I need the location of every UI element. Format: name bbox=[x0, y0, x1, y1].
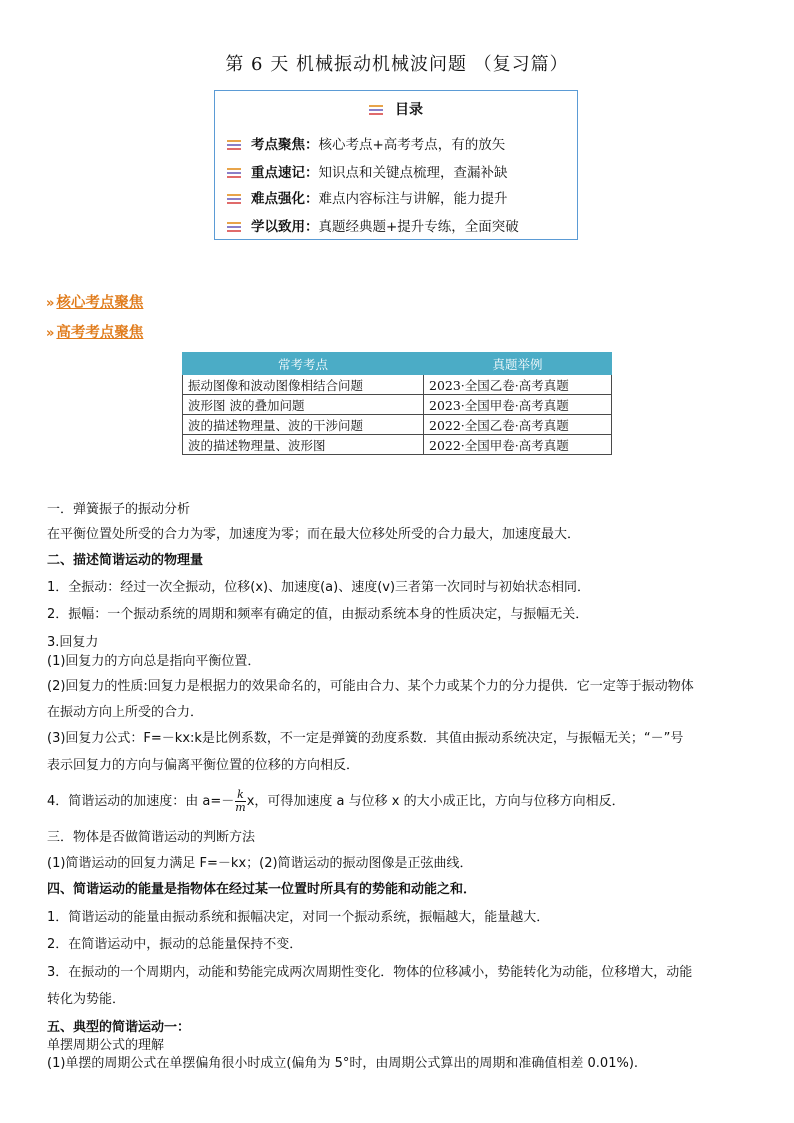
table-cell: 波的描述物理量、波形图 bbox=[183, 435, 424, 455]
fraction bbox=[235, 789, 245, 814]
table-cell: 2022·全国甲卷·高考真题 bbox=[424, 435, 612, 455]
toc-item bbox=[227, 187, 508, 207]
toc-item-desc: 知识点和关键点梳理，查漏补缺 bbox=[318, 165, 508, 181]
table-of-contents bbox=[214, 90, 578, 240]
fraction-denominator: m bbox=[235, 801, 246, 814]
table-cell: 2023·全国乙卷·高考真题 bbox=[424, 375, 612, 395]
paragraph-line: (1)回复力的方向总是指向平衡位置． bbox=[47, 654, 261, 669]
section-heading: 四、简谐运动的能量是指物体在经过某一位置时所具有的势能和动能之和． bbox=[47, 882, 477, 897]
paragraph-line: 在平衡位置处所受的合力为零，加速度为零；而在最大位移处所受的合力最大，加速度最大． bbox=[47, 527, 581, 542]
table-cell: 振动图像和波动图像相结合问题 bbox=[183, 375, 424, 395]
toc-heading-label: 目录 bbox=[395, 102, 423, 118]
table-row bbox=[183, 435, 612, 455]
toc-item-key: 难点强化： bbox=[251, 191, 319, 207]
toc-item bbox=[227, 133, 505, 153]
column-header: 常考考点 bbox=[183, 353, 424, 375]
toc-item-desc: 难点内容标注与讲解，能力提升 bbox=[318, 191, 508, 207]
paragraph-line: 在振动方向上所受的合力． bbox=[47, 705, 204, 720]
toc-item-desc: 真题经典题+提升专练，全面突破 bbox=[318, 219, 519, 235]
section-heading: 一．弹簧振子的振动分析 bbox=[47, 502, 191, 517]
table-row bbox=[183, 415, 612, 435]
column-header: 真题举例 bbox=[424, 353, 612, 375]
paragraph-line: (1)简谐运动的回复力满足 F=－kx；(2)简谐运动的振动图像是正弦曲线． bbox=[47, 856, 473, 871]
paragraph-line: 3．在振动的一个周期内，动能和势能完成两次周期性变化．物体的位移减小，势能转化为动能，位移增大，动能 bbox=[47, 965, 693, 980]
page-title: 第 6 天 机械振动机械波问题 （复习篇） bbox=[225, 54, 569, 75]
section-link-label: 核心考点聚焦 bbox=[56, 295, 144, 311]
section-heading: 三．物体是否做简谐运动的判断方法 bbox=[47, 830, 256, 845]
section-heading: 五、典型的简谐运动一： bbox=[47, 1020, 191, 1035]
toc-item-key: 考点聚焦： bbox=[251, 137, 319, 153]
toc-item-key: 重点速记： bbox=[251, 165, 319, 181]
paragraph-line: (1)单摆的周期公式在单摆偏角很小时成立(偏角为 5°时，由周期公式算出的周期和准确值相差 0.01%). bbox=[47, 1056, 639, 1071]
toc-item bbox=[227, 161, 508, 181]
table-row bbox=[183, 375, 612, 395]
table-cell: 波的描述物理量、波的干涉问题 bbox=[183, 415, 424, 435]
toc-item-key: 学以致用： bbox=[251, 219, 319, 235]
list-icon bbox=[227, 140, 241, 150]
table-cell: 2022·全国乙卷·高考真题 bbox=[424, 415, 612, 435]
paragraph-line: 表示回复力的方向与偏离平衡位置的位移的方向相反． bbox=[47, 758, 360, 773]
paragraph-line: 单摆周期公式的理解 bbox=[47, 1038, 165, 1053]
section-link-gaokao[interactable] bbox=[46, 321, 143, 342]
paragraph-line: (2)回复力的性质:回复力是根据力的效果命名的，可能由合力、某个力或某个力的分力提供．它一定等于振动物体 bbox=[47, 679, 694, 694]
section-heading: 二、描述简谐运动的物理量 bbox=[47, 553, 204, 568]
list-icon bbox=[369, 105, 383, 115]
table-cell: 2023·全国甲卷·高考真题 bbox=[424, 395, 612, 415]
toc-heading bbox=[215, 99, 577, 119]
double-chevron-icon: » bbox=[46, 296, 55, 311]
toc-item bbox=[227, 215, 519, 235]
formula-line bbox=[47, 789, 625, 814]
paragraph-line: 转化为势能． bbox=[47, 992, 126, 1007]
section-link-core[interactable] bbox=[46, 291, 143, 312]
paragraph-line: 3.回复力 bbox=[47, 635, 99, 650]
paragraph-line: 1．全振动：经过一次全振动，位移(x)、加速度(a)、速度(v)三者第一次同时与初始状态相同． bbox=[47, 580, 591, 595]
double-chevron-icon: » bbox=[46, 326, 55, 341]
list-icon bbox=[227, 194, 241, 204]
list-icon bbox=[227, 222, 241, 232]
paragraph-line: (3)回复力公式：F=－kx:k是比例系数，不一定是弹簧的劲度系数．其值由振动系统决定，与振幅无关；“－”号 bbox=[47, 731, 684, 746]
table-cell: 波形图 波的叠加问题 bbox=[183, 395, 424, 415]
exam-topics-table bbox=[182, 352, 612, 455]
table-row bbox=[183, 395, 612, 415]
paragraph-line: 1．简谐运动的能量由振动系统和振幅决定，对同一个振动系统，振幅越大，能量越大． bbox=[47, 910, 550, 925]
list-icon bbox=[227, 168, 241, 178]
fraction-numerator: k bbox=[237, 788, 244, 801]
paragraph-line: 2．在简谐运动中，振动的总能量保持不变． bbox=[47, 937, 303, 952]
formula-text: x，可得加速度 a 与位移 x 的大小成正比，方向与位移方向相反． bbox=[246, 794, 625, 809]
toc-item-desc: 核心考点+高考考点，有的放矢 bbox=[318, 137, 506, 153]
section-link-label: 高考考点聚焦 bbox=[56, 325, 144, 341]
table-header-row bbox=[183, 353, 612, 375]
paragraph-line: 2．振幅：一个振动系统的周期和频率有确定的值，由振动系统本身的性质决定，与振幅无关． bbox=[47, 607, 589, 622]
formula-text: 4．简谐运动的加速度：由 a=－ bbox=[47, 794, 235, 809]
